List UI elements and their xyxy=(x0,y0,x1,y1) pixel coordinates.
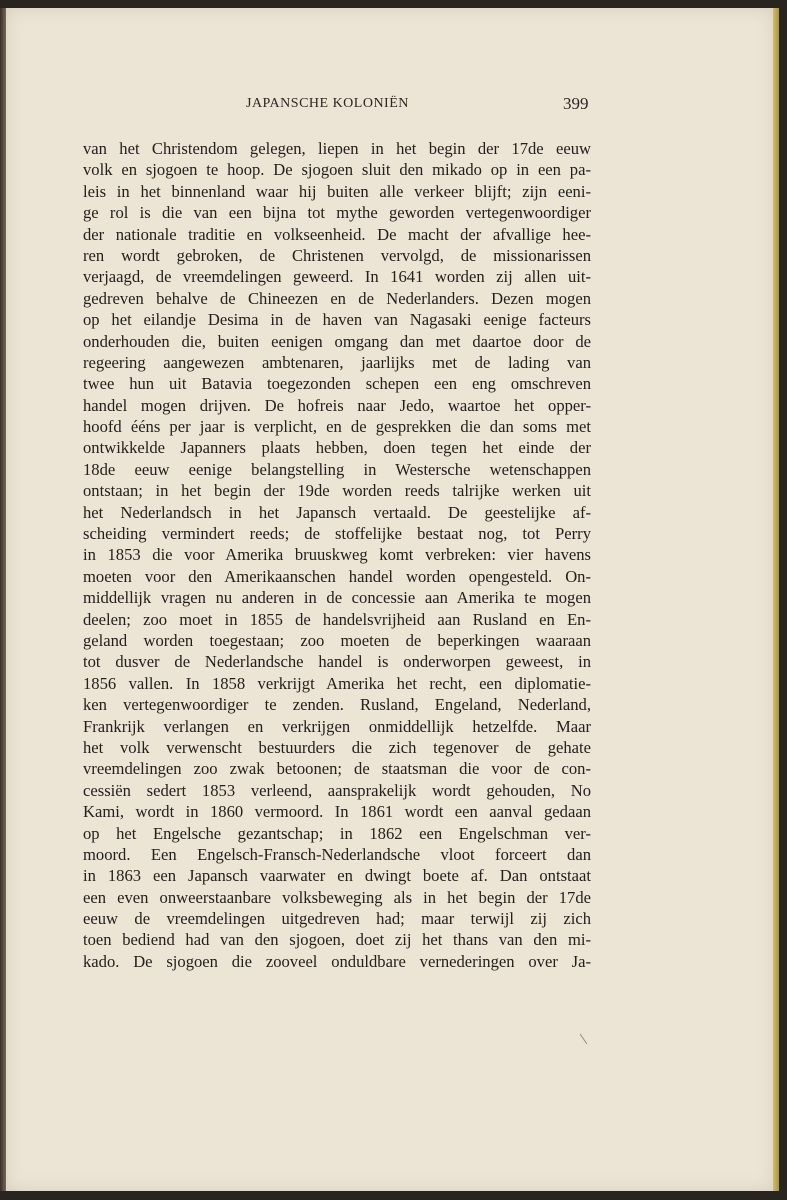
text-line: handel mogen drijven. De hofreis naar Jedo, waartoe het opper- xyxy=(83,395,591,415)
text-line: kado. De sjogoen die zooveel onduldbare vernederingen over Ja- xyxy=(83,951,591,971)
text-line: toen bediend had van den sjogoen, doet zij het thans van den mi- xyxy=(83,930,591,950)
text-line: verjaagd, de vreemdelingen geweerd. In 1641 worden zij allen uit- xyxy=(83,267,591,287)
text-line: in 1863 een Japansch vaarwater en dwingt boete af. Dan ontstaat xyxy=(83,866,591,886)
text-line: twee hun uit Batavia toegezonden schepen een eng omschreven xyxy=(83,374,591,394)
text-line: ontwikkelde Japanners plaats hebben, doen tegen het einde der xyxy=(83,438,591,458)
text-line: het volk verwenscht bestuurders die zich tegenover de gehate xyxy=(83,737,591,757)
body-paragraph xyxy=(83,138,591,972)
text-line: tot dusver de Nederlandsche handel is onderworpen geweest, in xyxy=(83,652,591,672)
text-line: eeuw de vreemdelingen uitgedreven had; maar terwijl zij zich xyxy=(83,909,591,929)
text-line: leis in het binnenland waar hij buiten alle verkeer blijft; zijn eeni- xyxy=(83,181,591,201)
text-line: deelen; zoo moet in 1855 de handelsvrijheid aan Rusland en En- xyxy=(83,609,591,629)
text-line: een even onweerstaanbare volksbeweging als in het begin der 17de xyxy=(83,887,591,907)
text-line: der nationale traditie en volkseenheid. De macht der afvallige hee- xyxy=(83,224,591,244)
text-line: het Nederlandsch in het Japansch vertaald. De geestelijke af- xyxy=(83,502,591,522)
text-line: regeering aangewezen ambtenaren, jaarlijks met de lading van xyxy=(83,352,591,372)
text-line: vreemdelingen zoo zwak betoonen; de staatsman die voor de con- xyxy=(83,759,591,779)
text-line: hoofd ééns per jaar is verplicht, en de gesprekken die dan soms met xyxy=(83,417,591,437)
text-line: geland worden toegestaan; zoo moeten de beperkingen waaraan xyxy=(83,630,591,650)
text-line: van het Christendom gelegen, liepen in het begin der 17de eeuw xyxy=(83,139,591,158)
text-line: Frankrijk verlangen en verkrijgen onmiddellijk hetzelfde. Maar xyxy=(83,716,591,736)
text-line: 18de eeuw eenige belangstelling in Westersche wetenschappen xyxy=(83,459,591,479)
text-line: ren wordt gebroken, de Christenen vervolgd, de missionarissen xyxy=(83,245,591,265)
text-line: op het eilandje Desima in de haven van Nagasaki eenige facteurs xyxy=(83,310,591,330)
text-line: onderhouden die, buiten eenigen omgang dan met daartoe door de xyxy=(83,331,591,351)
text-line: ontstaan; in het begin der 19de worden reeds talrijke werken uit xyxy=(83,481,591,501)
running-title: JAPANSCHE KOLONIËN xyxy=(246,96,409,111)
page-number: 399 xyxy=(563,94,589,113)
text-line: scheiding vermindert reeds; de stoffelijke bestaat nog, tot Perry xyxy=(83,524,591,544)
text-line: op het Engelsche gezantschap; in 1862 een Engelschman ver- xyxy=(83,823,591,843)
text-line: moeten voor den Amerikaanschen handel worden opengesteld. On- xyxy=(83,566,591,586)
text-line: middellijk vragen nu anderen in de concessie aan Amerika te mogen xyxy=(83,588,591,608)
text-line: gedreven behalve de Chineezen en de Nederlanders. Dezen mogen xyxy=(83,288,591,308)
page-fore-edge xyxy=(773,8,779,1191)
text-line: in 1853 die voor Amerika bruuskweg komt verbreken: vier havens xyxy=(83,545,591,565)
text-line: moord. Een Engelsch-Fransch-Nederlandsche vloot forceert dan xyxy=(83,844,591,864)
text-line: ken vertegenwoordiger te zenden. Rusland, Engeland, Nederland, xyxy=(83,695,591,715)
text-line: 1856 vallen. In 1858 verkrijgt Amerika het recht, een diplomatie- xyxy=(83,673,591,693)
text-line: volk en sjogoen te hoop. De sjogoen sluit den mikado op in een pa- xyxy=(83,160,591,180)
text-line: cessiën sedert 1853 verleend, aansprakelijk wordt gehouden, No xyxy=(83,780,591,800)
text-line: ge rol is die van een bijna tot mythe geworden vertegenwoordiger xyxy=(83,203,591,223)
text-line: Kami, wordt in 1860 vermoord. In 1861 wordt een aanval gedaan xyxy=(83,802,591,822)
